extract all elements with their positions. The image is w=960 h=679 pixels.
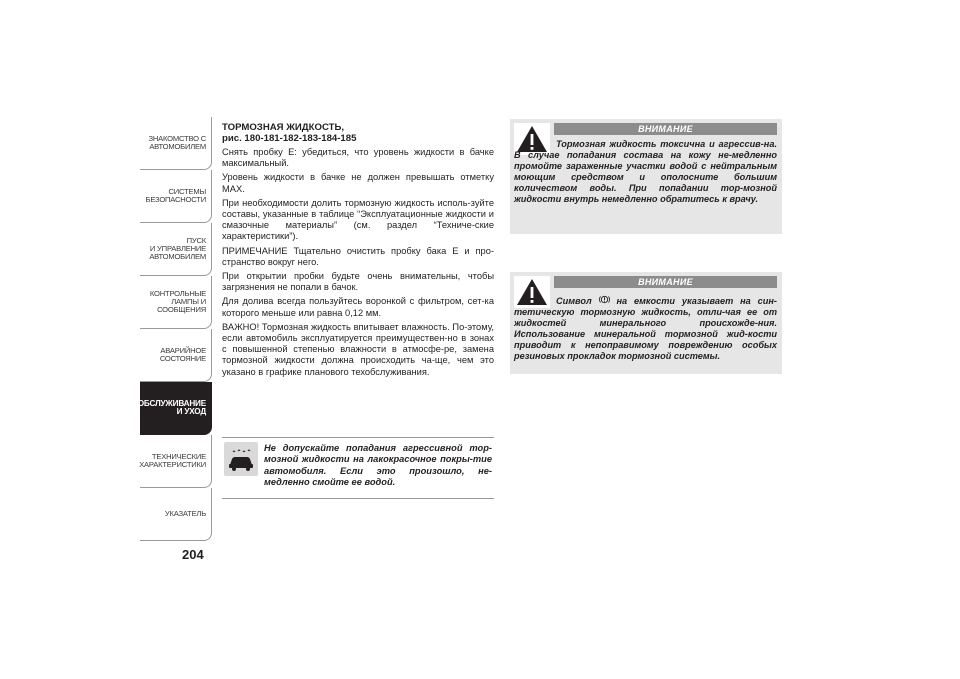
paragraph: Уровень жидкости в бачке не должен превышать отметку MAX. — [222, 172, 494, 194]
tab-technical-specs[interactable]: ТЕХНИЧЕСКИЕ ХАРАКТЕРИСТИКИ — [140, 435, 212, 488]
tab-starting-driving[interactable]: ПУСК И УПРАВЛЕНИЕ АВТОМОБИЛЕМ — [140, 223, 212, 276]
paragraph: Снять пробку E: убедиться, что уровень жидкости в бачке максимальный. — [222, 147, 494, 169]
paragraph: Для долива всегда пользуйтесь воронкой с фильтром, сет-ка которого меньше или равна 0,12 мм. — [222, 296, 494, 318]
heading-title: ТОРМОЗНАЯ ЖИДКОСТЬ, — [222, 122, 345, 133]
warning-title: ВНИМАНИЕ — [554, 123, 777, 135]
warning-box-synthetic-fluid — [510, 272, 782, 374]
tab-emergency[interactable]: АВАРИЙНОЕ СОСТОЯНИЕ — [140, 329, 212, 382]
main-text-column — [222, 122, 494, 378]
tab-warning-lights[interactable]: КОНТРОЛЬНЫЕ ЛАМПЫ И СООБЩЕНИЯ — [140, 276, 212, 329]
heading-figure-ref: рис. 180-181-182-183-184-185 — [222, 133, 357, 144]
warning-box-toxic — [510, 119, 782, 234]
tab-safety[interactable]: СИСТЕМЫ БЕЗОПАСНОСТИ — [140, 170, 212, 223]
paragraph: При необходимости долить тормозную жидкость исполь-зуйте составы, указанные в таблице “Эксплуатационные жидкости и смазочные материалы” (см. раздел “Техниче-ские характеристики”). — [222, 197, 494, 242]
warning-text: Тормозная жидкость токсична и агрессив-на. В случае попадания состава на кожу не-медленно промойте зараженные участки водой с нейтральным моющим средством и ополосните большим количеством воды. При попадании тор-мозной жидкости внутрь немедленно обратитесь к врачу. — [514, 139, 777, 205]
paint-protection-note — [222, 437, 494, 499]
section-heading — [222, 122, 494, 144]
paragraph: ВАЖНО! Тормозная жидкость впитывает влажность. По-этому, если автомобиль эксплуатируется преимуществен-но в зонах с повышенной степенью влажности в атмосфе-ре, замена тормозной жидкости должна происходить ча-ще, чем это указано в графике планового техобслуживания. — [222, 321, 494, 377]
tab-maintenance[interactable]: ТЕХОБСЛУЖИВАНИЕ И УХОД — [140, 382, 212, 435]
paragraph: При открытии пробки будьте очень внимательны, чтобы загрязнения не попали в бачок. — [222, 271, 494, 293]
car-wash-icon — [224, 442, 258, 476]
tab-introduction[interactable]: ЗНАКОМСТВО С АВТОМОБИЛЕМ — [140, 117, 212, 170]
paragraph: ПРИМЕЧАНИЕ Тщательно очистить пробку бака E и про-странство вокруг него. — [222, 245, 494, 267]
chapter-tabs — [122, 117, 212, 541]
brake-fluid-symbol-icon — [599, 294, 610, 305]
warning-title: ВНИМАНИЕ — [554, 276, 777, 288]
warning-text: Символ на емкости указывает на син-тетическую тормозную жидкость, отли-чая ее от жидкостей минерального происхожде-ния. Использование минеральной тормозной жид-кости приводит к непоправимому повреждению особых резиновых прокладок тормозной системы. — [514, 296, 777, 362]
tab-index[interactable]: УКАЗАТЕЛЬ — [140, 488, 212, 541]
note-text: Не допускайте попадания агрессивной тор-мозной жидкости на лакокрасочное покры-тие автомобиля. Если это произошло, не-медленно смойте ее водой. — [264, 443, 492, 488]
page-number: 204 — [182, 547, 204, 562]
